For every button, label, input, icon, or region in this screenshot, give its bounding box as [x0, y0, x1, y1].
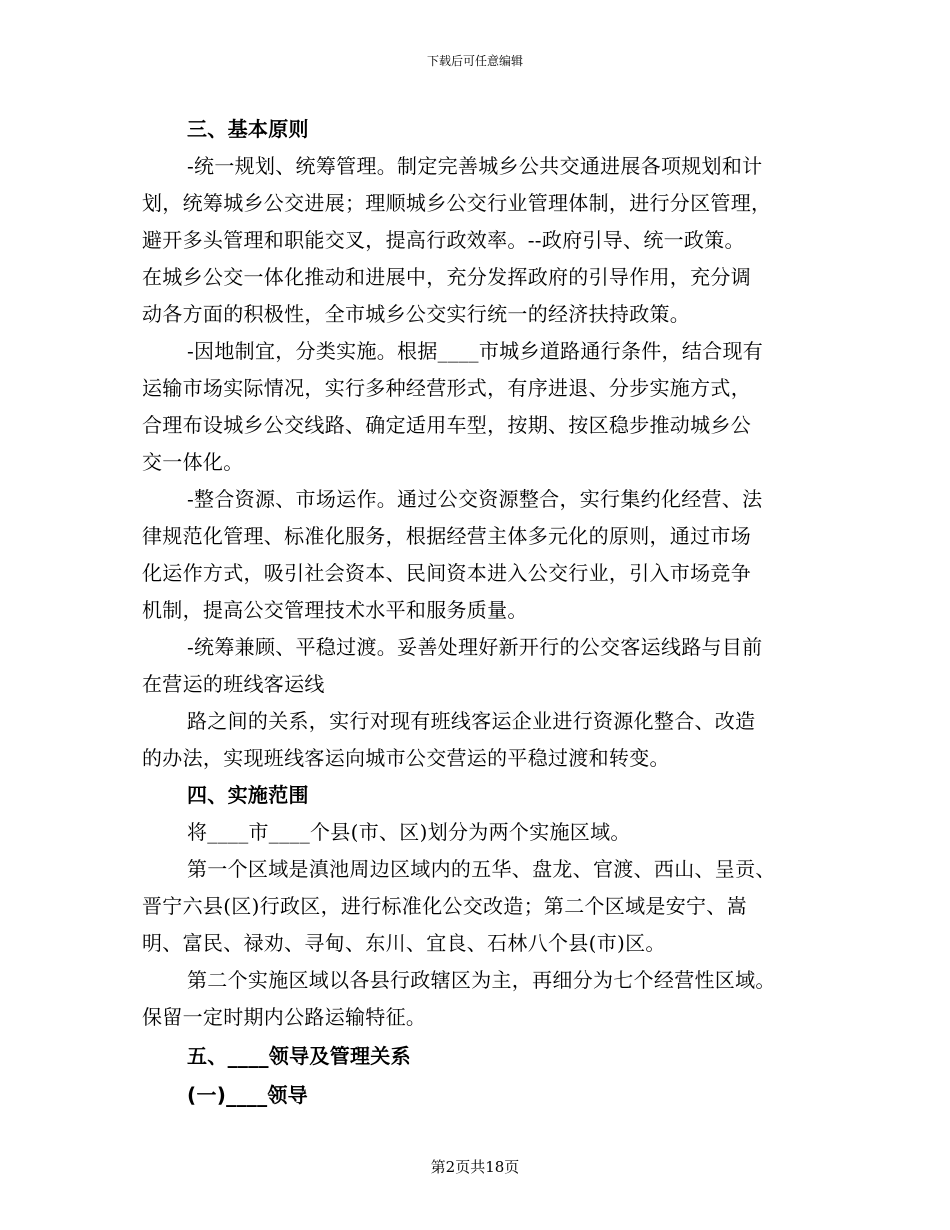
document-body: [142, 111, 810, 1114]
text-line: 第一个区域是滇池周边区域内的五华、盘龙、官渡、西山、呈贡、: [187, 857, 776, 881]
text-line: -统一规划、统筹管理。制定完善城乡公共交通进展各项规划和计: [187, 154, 763, 178]
section-heading-leadership: 五、____领导及管理关系: [187, 1044, 411, 1068]
text-line: 路之间的关系，实行对现有班线客运企业进行资源化整合、改造: [187, 709, 756, 733]
text-line: 运输市场实际情况，实行多种经营形式，有序进退、分步实施方式，: [142, 376, 751, 400]
section-heading-scope: 四、实施范围: [187, 783, 309, 807]
text-line: 晋宁六县(区)行政区，进行标准化公交改造；第二个区域是安宁、嵩: [142, 894, 747, 918]
page-header: 下载后可任意编辑: [426, 54, 523, 68]
subsection-heading-leadership: (一)____领导: [187, 1083, 308, 1107]
text-line: 避开多头管理和职能交叉，提高行政效率。--政府引导、统一政策。: [142, 228, 745, 252]
text-line: 保留一定时期内公路运输特征。: [142, 1005, 427, 1029]
text-line: 化运作方式，吸引社会资本、民间资本进入公交行业，引入市场竞争: [142, 561, 751, 585]
text-line: 在营运的班线客运线: [142, 672, 325, 696]
text-line: 合理布设城乡公交线路、确定适用车型，按期、按区稳步推动城乡公: [142, 413, 751, 437]
text-line: 第二个实施区域以各县行政辖区为主，再细分为七个经营性区域。: [187, 968, 776, 992]
text-line: 机制，提高公交管理技术水平和服务质量。: [142, 598, 528, 622]
page-footer: 第2页共18页: [430, 1158, 520, 1176]
text-line: 划，统筹城乡公交进展；理顺城乡公交行业管理体制，进行分区管理，: [142, 191, 772, 215]
text-line: -整合资源、市场运作。通过公交资源整合，实行集约化经营、法: [187, 487, 763, 511]
text-line: 律规范化管理、标准化服务，根据经营主体多元化的原则，通过市场: [142, 524, 751, 548]
text-line: 在城乡公交一体化推动和进展中，充分发挥政府的引导作用，充分调: [142, 265, 751, 289]
text-line: 动各方面的积极性，全市城乡公交实行统一的经济扶持政策。: [142, 302, 691, 326]
text-line: 交一体化。: [142, 450, 244, 474]
section-heading-principles: 三、基本原则: [187, 117, 309, 141]
text-line: 的办法，实现班线客运向城市公交营运的平稳过渡和转变。: [142, 746, 670, 770]
text-line: 将____市____个县(市、区)划分为两个实施区域。: [187, 820, 631, 844]
text-line: -因地制宜，分类实施。根据____市城乡道路通行条件，结合现有: [187, 339, 764, 363]
text-line: 明、富民、禄劝、寻甸、东川、宜良、石林八个县(市)区。: [142, 931, 666, 955]
text-line: -统筹兼顾、平稳过渡。妥善处理好新开行的公交客运线路与目前: [187, 635, 763, 659]
